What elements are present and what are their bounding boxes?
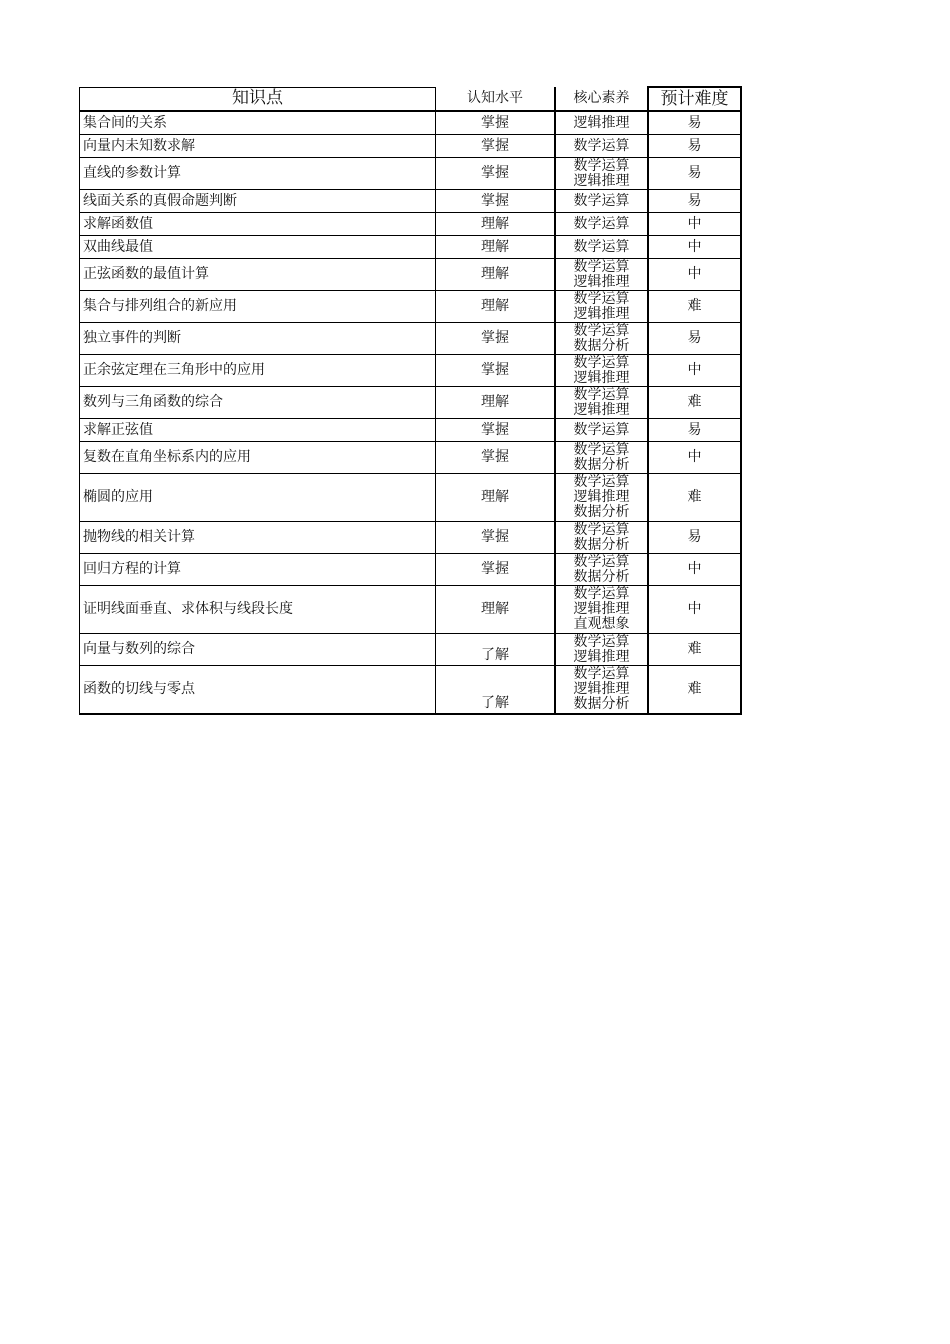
core-competency: 数据分析 (573, 337, 630, 354)
cell-difficulty: 易 (648, 522, 741, 554)
cell-difficulty: 易 (648, 190, 741, 213)
table-row (80, 666, 742, 715)
table-row (80, 419, 742, 442)
cell-core (555, 474, 648, 522)
cell-point: 抛物线的相关计算 (80, 522, 436, 554)
cell-difficulty: 中 (648, 259, 741, 291)
table-row (80, 213, 742, 236)
header-core: 核心素养 (555, 87, 648, 111)
core-competency: 数学运算 (573, 633, 630, 650)
cell-core (555, 135, 648, 158)
core-competency: 逻辑推理 (573, 305, 630, 322)
knowledge-point-table (79, 86, 742, 715)
core-competency: 数学运算 (573, 258, 630, 275)
header-difficulty: 预计难度 (648, 87, 741, 111)
core-competency: 逻辑推理 (573, 172, 630, 189)
cell-point: 椭圆的应用 (80, 474, 436, 522)
cell-level: 理解 (436, 474, 556, 522)
core-competency: 数学运算 (573, 290, 630, 307)
table-row (80, 474, 742, 522)
core-competency: 数据分析 (573, 456, 630, 473)
core-competency: 数学运算 (573, 137, 630, 154)
cell-difficulty: 中 (648, 442, 741, 474)
cell-level: 理解 (436, 213, 556, 236)
core-competency: 数学运算 (573, 215, 630, 232)
cell-difficulty: 难 (648, 634, 741, 666)
table-row (80, 190, 742, 213)
cell-core (555, 634, 648, 666)
table-row (80, 554, 742, 586)
cell-level: 掌握 (436, 419, 556, 442)
cell-core (555, 111, 648, 135)
cell-core (555, 666, 648, 715)
core-competency: 数学运算 (573, 157, 630, 174)
cell-difficulty: 易 (648, 135, 741, 158)
cell-point: 向量与数列的综合 (80, 634, 436, 666)
cell-core (555, 323, 648, 355)
header-point: 知识点 (80, 87, 436, 111)
core-competency: 数学运算 (573, 441, 630, 458)
core-competency: 数学运算 (573, 666, 630, 682)
core-competency: 逻辑推理 (573, 601, 630, 617)
cell-level: 了解 (436, 634, 556, 666)
cell-point: 向量内未知数求解 (80, 135, 436, 158)
table-row (80, 442, 742, 474)
core-competency: 数学运算 (573, 354, 630, 371)
cell-difficulty: 易 (648, 419, 741, 442)
table-row (80, 111, 742, 135)
cell-core (555, 190, 648, 213)
table-row (80, 259, 742, 291)
cell-difficulty: 中 (648, 355, 741, 387)
core-competency: 直观想象 (573, 616, 630, 632)
cell-level: 掌握 (436, 323, 556, 355)
cell-difficulty: 易 (648, 323, 741, 355)
cell-point: 独立事件的判断 (80, 323, 436, 355)
core-competency: 逻辑推理 (573, 369, 630, 386)
cell-level: 掌握 (436, 135, 556, 158)
cell-point: 求解函数值 (80, 213, 436, 236)
cell-point: 回归方程的计算 (80, 554, 436, 586)
cell-core (555, 522, 648, 554)
core-competency: 数学运算 (573, 521, 630, 538)
cell-difficulty: 易 (648, 158, 741, 190)
cell-difficulty: 难 (648, 291, 741, 323)
header-row (80, 87, 742, 111)
table-row (80, 387, 742, 419)
core-competency: 数学运算 (573, 586, 630, 602)
cell-point: 证明线面垂直、求体积与线段长度 (80, 586, 436, 634)
cell-difficulty: 难 (648, 387, 741, 419)
core-competency: 逻辑推理 (573, 273, 630, 290)
table-row (80, 323, 742, 355)
cell-level: 理解 (436, 236, 556, 259)
cell-point: 集合与排列组合的新应用 (80, 291, 436, 323)
cell-level: 理解 (436, 259, 556, 291)
cell-core (555, 291, 648, 323)
cell-difficulty: 易 (648, 111, 741, 135)
table-row (80, 236, 742, 259)
cell-point: 函数的切线与零点 (80, 666, 436, 715)
cell-level: 理解 (436, 586, 556, 634)
cell-core (555, 554, 648, 586)
core-competency: 数学运算 (573, 192, 630, 209)
core-competency: 数学运算 (573, 553, 630, 570)
cell-point: 数列与三角函数的综合 (80, 387, 436, 419)
cell-level: 掌握 (436, 522, 556, 554)
cell-difficulty: 难 (648, 666, 741, 715)
cell-core (555, 213, 648, 236)
core-competency: 数学运算 (573, 322, 630, 339)
cell-point: 复数在直角坐标系内的应用 (80, 442, 436, 474)
cell-core (555, 158, 648, 190)
table-row (80, 355, 742, 387)
core-competency: 数学运算 (573, 474, 630, 490)
core-competency: 数据分析 (573, 536, 630, 553)
cell-core (555, 355, 648, 387)
core-competency: 逻辑推理 (573, 648, 630, 665)
cell-core (555, 387, 648, 419)
header-level: 认知水平 (436, 87, 556, 111)
cell-level: 掌握 (436, 158, 556, 190)
core-competency: 数据分析 (573, 504, 630, 520)
cell-level: 理解 (436, 291, 556, 323)
core-competency: 数学运算 (573, 238, 630, 255)
table-body (80, 87, 742, 714)
cell-level: 掌握 (436, 111, 556, 135)
cell-point: 正余弦定理在三角形中的应用 (80, 355, 436, 387)
cell-core (555, 419, 648, 442)
cell-difficulty: 中 (648, 236, 741, 259)
core-competency: 数据分析 (573, 568, 630, 585)
core-competency: 数学运算 (573, 386, 630, 403)
cell-point: 集合间的关系 (80, 111, 436, 135)
core-competency: 逻辑推理 (573, 489, 630, 505)
core-competency: 逻辑推理 (573, 401, 630, 418)
core-competency: 逻辑推理 (573, 681, 630, 697)
cell-level: 掌握 (436, 355, 556, 387)
table-row (80, 291, 742, 323)
cell-difficulty: 中 (648, 554, 741, 586)
cell-core (555, 259, 648, 291)
cell-level: 理解 (436, 387, 556, 419)
cell-level: 掌握 (436, 190, 556, 213)
cell-point: 双曲线最值 (80, 236, 436, 259)
table-row (80, 135, 742, 158)
cell-core (555, 236, 648, 259)
table-row (80, 158, 742, 190)
cell-difficulty: 中 (648, 586, 741, 634)
cell-point: 直线的参数计算 (80, 158, 436, 190)
core-competency: 数学运算 (573, 421, 630, 438)
cell-level: 掌握 (436, 554, 556, 586)
cell-core (555, 442, 648, 474)
cell-difficulty: 难 (648, 474, 741, 522)
core-competency: 逻辑推理 (573, 114, 630, 131)
cell-point: 线面关系的真假命题判断 (80, 190, 436, 213)
table-row (80, 586, 742, 634)
table-row (80, 522, 742, 554)
cell-point: 正弦函数的最值计算 (80, 259, 436, 291)
cell-difficulty: 中 (648, 213, 741, 236)
cell-point: 求解正弦值 (80, 419, 436, 442)
cell-level: 了解 (436, 666, 556, 715)
table-row (80, 634, 742, 666)
cell-level: 掌握 (436, 442, 556, 474)
cell-core (555, 586, 648, 634)
core-competency: 数据分析 (573, 696, 630, 712)
